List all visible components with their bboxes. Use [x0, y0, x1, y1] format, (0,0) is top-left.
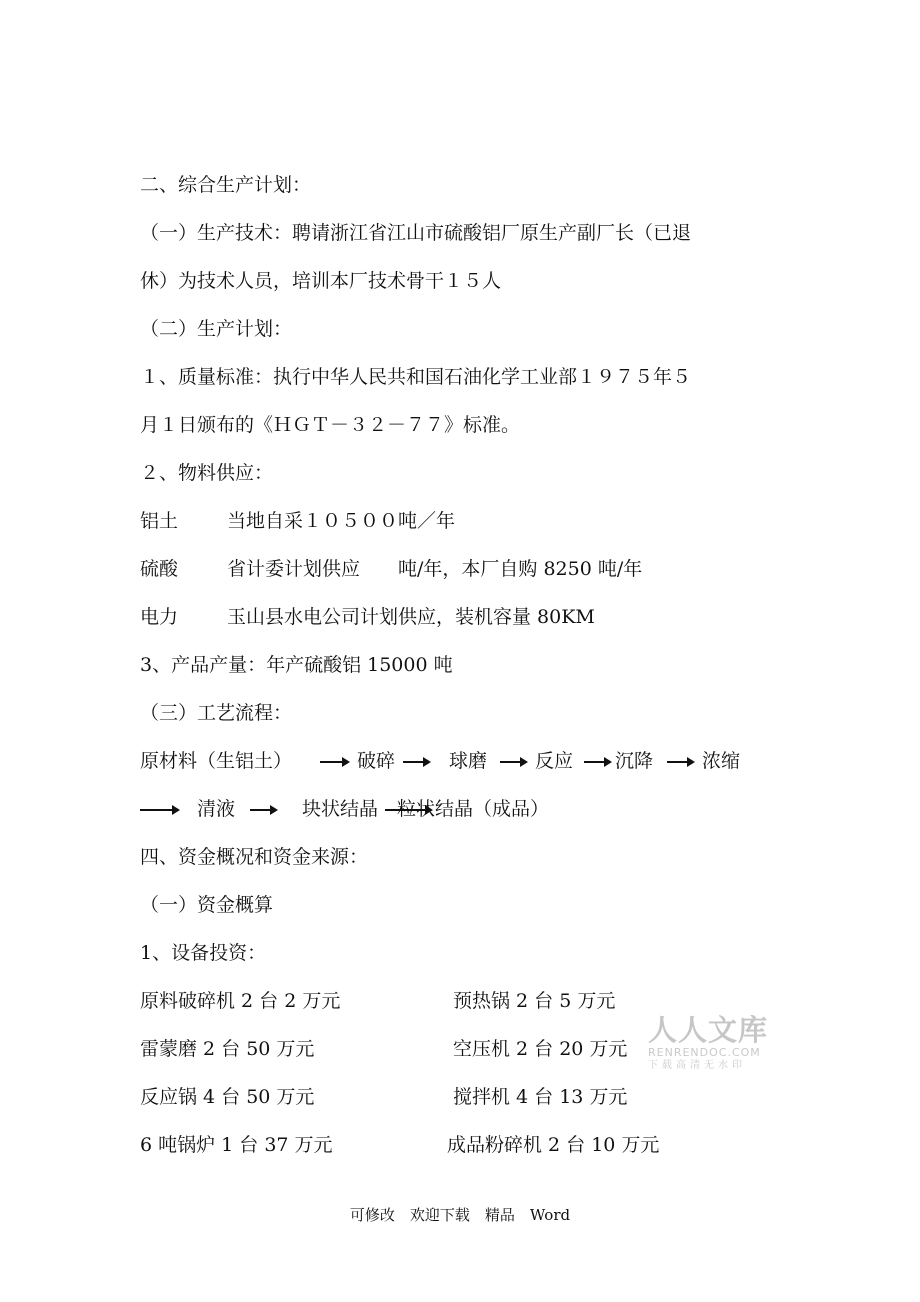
- arrow-right-icon: [320, 761, 348, 763]
- section2-title: 二、综合生产计划：: [140, 174, 312, 196]
- equipment-item: 空压机 2 台 20 万元: [453, 1038, 628, 1060]
- watermark-domain: RENRENDOC.COM: [648, 1046, 761, 1059]
- process-step: 反应: [535, 750, 574, 772]
- equipment-title: 1、设备投资：: [140, 942, 267, 964]
- equipment-item: 搅拌机 4 台 13 万元: [453, 1086, 628, 1108]
- quality-line-1: １、质量标准：执行中华人民共和国石油化学工业部１９７５年５: [140, 366, 692, 388]
- equipment-item: 成品粉碎机 2 台 10 万元: [447, 1134, 660, 1156]
- supply-title: ２、物料供应：: [140, 462, 274, 484]
- arrow-right-icon: [667, 761, 693, 763]
- quality-line-2: 月１日颁布的《ＨＧＴ－３２－７７》标准。: [140, 414, 521, 436]
- arrow-right-icon: [140, 809, 178, 811]
- equipment-item: 6 吨锅炉 1 台 37 万元: [140, 1134, 333, 1156]
- equipment-item: 反应锅 4 台 50 万元: [140, 1086, 315, 1108]
- equipment-item: 原料破碎机 2 台 2 万元: [140, 990, 341, 1012]
- arrow-right-icon: [250, 809, 276, 811]
- process-step: 粒状结晶（成品）: [397, 798, 550, 820]
- watermark-logo: 人人文库: [648, 1013, 769, 1047]
- process-step: 沉降: [615, 750, 654, 772]
- supply-detail: 当地自采１０５００吨／年: [227, 510, 456, 532]
- page-footer: 可修改 欢迎下载 精品 Word: [349, 1206, 571, 1224]
- process-step: 清液: [197, 798, 236, 820]
- arrow-right-icon: [584, 761, 610, 763]
- arrow-right-icon: [500, 761, 526, 763]
- tech-line-1: （一）生产技术：聘请浙江省江山市硫酸铝厂原生产副厂长（已退: [140, 222, 692, 244]
- watermark-tagline: 下载高清无水印: [648, 1060, 746, 1071]
- process-step: 破碎: [357, 750, 396, 772]
- process-step: 球磨: [449, 750, 488, 772]
- supply-item: 硫酸: [140, 558, 179, 580]
- plan-title: （二）生产计划：: [140, 318, 293, 340]
- supply-detail: 省计委计划供应 吨/年，本厂自购 8250 吨/年: [227, 558, 643, 580]
- watermark: [648, 1014, 772, 1073]
- supply-detail: 玉山县水电公司计划供应，装机容量 80KM: [227, 606, 595, 628]
- arrow-right-icon: [403, 761, 429, 763]
- supply-item: 铝土: [140, 510, 179, 532]
- process-step: 块状结晶: [302, 798, 379, 820]
- supply-item: 电力: [140, 606, 179, 628]
- budget-title: （一）资金概算: [140, 894, 274, 916]
- process-step: 原材料（生铝土）: [140, 750, 293, 772]
- output-line: 3、产品产量：年产硫酸铝 15000 吨: [140, 654, 453, 676]
- equipment-item: 雷蒙磨 2 台 50 万元: [140, 1038, 315, 1060]
- tech-line-2: 休）为技术人员，培训本厂技术骨干１５人: [140, 270, 502, 292]
- section4-title: 四、资金概况和资金来源：: [140, 846, 369, 868]
- process-step: 浓缩: [702, 750, 741, 772]
- process-title: （三）工艺流程：: [140, 702, 293, 724]
- equipment-item: 预热锅 2 台 5 万元: [453, 990, 616, 1012]
